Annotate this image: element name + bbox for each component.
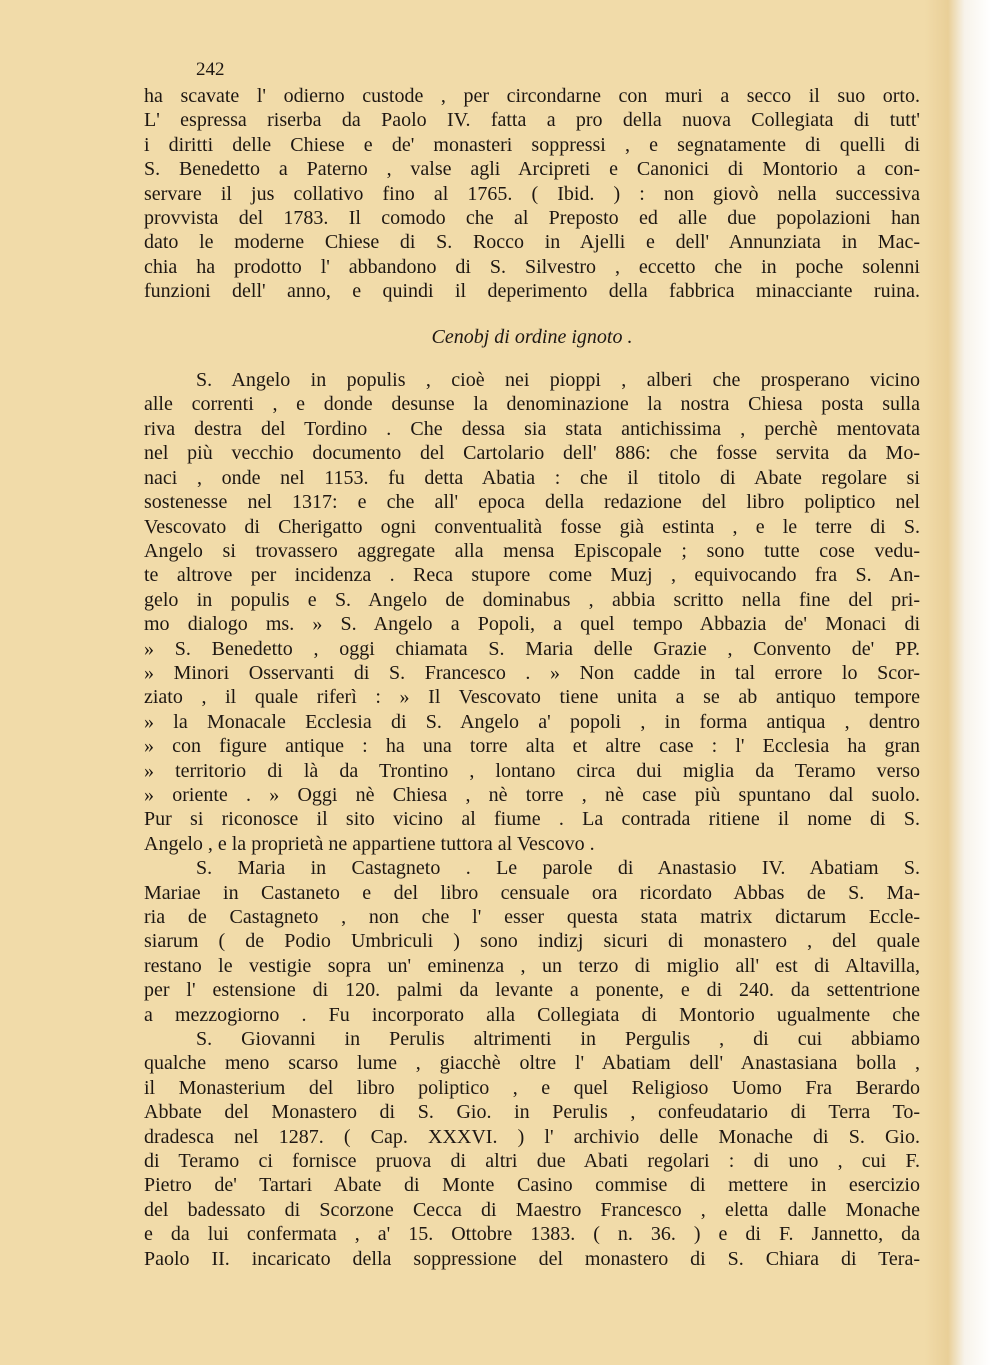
text-line: riva destra del Tordino . Che dessa sia stata antichissima , perchè mentovata	[144, 417, 920, 440]
text-line: provvista del 1783. Il comodo che al Preposto ed alle due popolazioni han	[144, 207, 920, 230]
text-line: gelo in populis e S. Angelo de dominabus , abbia scritto nella fine del pri-	[144, 588, 920, 611]
text-line: chia ha prodotto l' abbandono di S. Silvestro , eccetto che in poche solenni	[144, 255, 920, 278]
text-line: Angelo , e la proprietà ne appartiene tuttora al Vescovo .	[144, 832, 595, 855]
text-line: siarum ( de Podio Umbriculi ) sono indizj sicuri di monastero , del quale	[144, 930, 920, 953]
book-page-text	[144, 56, 920, 1271]
text-line: naci , onde nel 1153. fu detta Abatia : che il titolo di Abate regolare si	[144, 466, 920, 489]
text-line: il Monasterium del libro poliptico , e quel Religioso Uomo Fra Berardo	[144, 1076, 920, 1099]
text-line: mo dialogo ms. » S. Angelo a Popoli, a quel tempo Abbazia de' Monaci di	[144, 613, 920, 636]
text-line: per l' estensione di 120. palmi da levante a ponente, e di 240. da settentrione	[144, 979, 920, 1002]
text-line: Vescovato di Cherigatto ogni conventualità fosse già estinta , e le terre di S.	[144, 515, 920, 538]
text-line: Mariae in Castaneto e del libro censuale ora ricordato Abbas de S. Ma-	[144, 881, 920, 904]
text-line: » S. Benedetto , oggi chiamata S. Maria delle Grazie , Convento de' PP.	[144, 637, 920, 660]
text-line: di Teramo ci fornisce pruova di altri due Abati regolari : di uno , cui F.	[144, 1150, 920, 1173]
paragraph-4	[144, 1027, 920, 1271]
page-number: 242	[196, 59, 225, 80]
text-line: Pietro de' Tartari Abate di Monte Casino commise di mettere in esercizio	[144, 1174, 920, 1197]
text-line: » territorio di là da Trontino , lontano circa dui miglia da Teramo verso	[144, 759, 920, 782]
section-heading: Cenobj di ordine ignoto .	[431, 325, 633, 348]
text-line: » la Monacale Ecclesia di S. Angelo a' popoli , in forma antiqua , dentro	[144, 710, 920, 733]
text-line: Abbate del Monastero di S. Gio. in Perulis , confeudatario di Terra To-	[144, 1101, 920, 1124]
text-line: ria de Castagneto , non che l' esser questa stata matrix dictarum Eccle-	[144, 906, 920, 928]
text-line: alle correnti , e donde desunse la denominazione la nostra Chiesa posta sulla	[144, 393, 920, 416]
text-line: » oriente . » Oggi nè Chiesa , nè torre , nè case più spuntano dal suolo.	[144, 783, 920, 806]
text-line: dato le moderne Chiese di S. Rocco in Ajelli e dell' Annunziata in Mac-	[144, 231, 920, 254]
text-line: restano le vestigie sopra un' eminenza , un terzo di miglio all' est di Altavilla,	[144, 954, 920, 977]
text-line: sostenesse nel 1317: e che all' epoca della redazione del libro poliptico nel	[144, 491, 920, 514]
text-line: ziato , il quale riferì : » Il Vescovato tiene unita a se ab antiquo tempore	[144, 686, 920, 709]
page-binding-edge	[925, 0, 991, 1365]
text-line: » con figure antique : ha una torre alta et altre case : l' Ecclesia ha gran	[144, 735, 920, 758]
text-line: funzioni dell' anno, e quindi il deperimento della fabbrica minacciante ruina.	[144, 280, 920, 303]
text-line: e da lui confermata , a' 15. Ottobre 1383. ( n. 36. ) e di F. Jannetto, da	[144, 1223, 920, 1246]
text-line: Pur si riconosce il sito vicino al fiume . La contrada ritiene il nome di S.	[144, 808, 920, 831]
text-line: servare il jus collativo fino al 1765. ( Ibid. ) : non giovò nella successiva	[144, 182, 920, 205]
text-line: del badessato di Scorzone Cecca di Maestro Francesco , eletta dalle Monache	[144, 1198, 920, 1221]
paragraph-2	[144, 368, 920, 856]
paragraph-3	[144, 856, 920, 1027]
text-line: L' espressa riserba da Paolo IV. fatta a pro della nuova Collegiata di tutt'	[144, 109, 920, 132]
text-line: Angelo si trovassero aggregate alla mensa Episcopale ; sono tutte cose vedu-	[144, 539, 920, 562]
text-line: S. Giovanni in Perulis altrimenti in Pergulis , di cui abbiamo	[196, 1028, 920, 1051]
text-line: a mezzogiorno . Fu incorporato alla Collegiata di Montorio ugualmente che	[144, 1003, 920, 1026]
text-line: nel più vecchio documento del Cartolario dell' 886: che fosse servita da Mo-	[144, 442, 920, 465]
text-line: S. Maria in Castagneto . Le parole di Anastasio IV. Abatiam S.	[196, 857, 920, 880]
text-line: » Minori Osservanti di S. Francesco . » Non cadde in tal errore lo Scor-	[144, 661, 920, 684]
text-line: Paolo II. incaricato della soppressione del monastero di S. Chiara di Tera-	[144, 1247, 920, 1270]
text-line: ha scavate l' odierno custode , per circondarne con muri a secco il suo orto.	[144, 85, 920, 107]
text-line: S. Benedetto a Paterno , valse agli Arcipreti e Canonici di Montorio a con-	[144, 158, 920, 181]
text-line: qualche meno scarso lume , giacchè oltre l' Abatiam dell' Anastasiana bolla ,	[144, 1052, 920, 1075]
paragraph-1	[144, 84, 920, 304]
text-line: te altrove per incidenza . Reca stupore come Muzj , equivocando fra S. An-	[144, 564, 920, 587]
text-line: S. Angelo in populis , cioè nei pioppi , alberi che prosperano vicino	[196, 369, 920, 392]
text-line: i diritti delle Chiese e de' monasteri soppressi , e segnatamente di quelli di	[144, 133, 920, 156]
text-line: dradesca nel 1287. ( Cap. XXXVI. ) l' archivio delle Monache di S. Gio.	[144, 1125, 920, 1148]
